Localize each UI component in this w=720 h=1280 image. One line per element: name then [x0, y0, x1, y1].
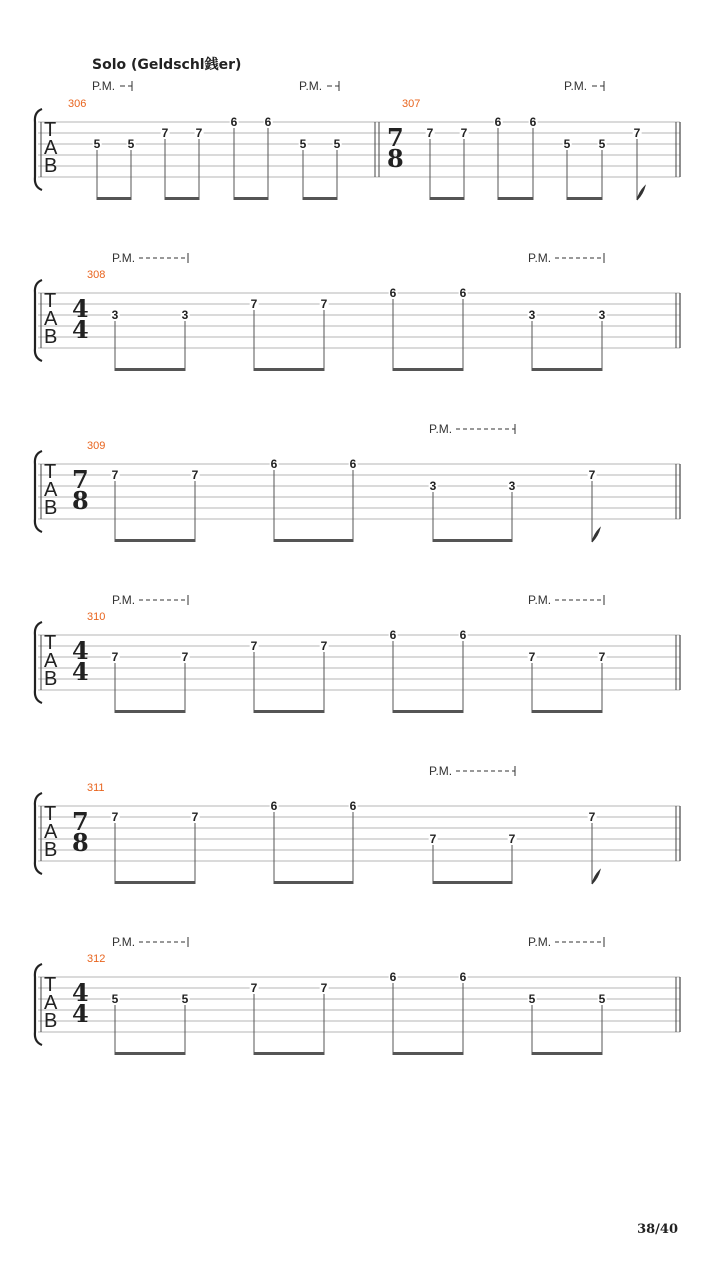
measure-number: 309	[87, 440, 106, 452]
fret-number: 7	[588, 810, 596, 824]
note-beam	[393, 1052, 463, 1055]
tab-system-310	[0, 583, 720, 713]
note-beam	[254, 710, 324, 713]
time-signature-top: 4	[72, 294, 89, 323]
tab-clef-letter: B	[44, 668, 58, 690]
time-signature-bottom: 8	[72, 486, 89, 515]
note-beam	[115, 1052, 185, 1055]
measure-number: 311	[87, 782, 105, 794]
fret-number: 5	[111, 992, 119, 1006]
fret-number: 6	[389, 628, 397, 642]
note-flag	[592, 870, 600, 884]
note-flag	[592, 528, 600, 542]
tab-clef-letter: T	[44, 119, 57, 141]
palm-mute-label: P.M.	[112, 251, 136, 265]
fret-number: 3	[111, 308, 119, 322]
palm-mute-label: P.M.	[528, 251, 552, 265]
fret-number: 7	[320, 981, 328, 995]
time-signature-top: 4	[72, 978, 89, 1007]
fret-number: 7	[320, 297, 328, 311]
fret-number: 7	[191, 468, 199, 482]
fret-number: 7	[111, 468, 119, 482]
fret-number: 7	[429, 832, 437, 846]
fret-number: 5	[598, 992, 606, 1006]
fret-number: 3	[508, 479, 516, 493]
tab-clef-letter: A	[44, 137, 58, 159]
note-flag	[637, 186, 645, 200]
fret-number: 7	[598, 650, 606, 664]
note-beam	[498, 197, 533, 200]
fret-number: 3	[429, 479, 437, 493]
note-beam	[254, 1052, 324, 1055]
tab-clef-letter: T	[44, 632, 57, 654]
tab-clef-letter: T	[44, 974, 57, 996]
tab-staff	[0, 583, 720, 723]
palm-mute-label: P.M.	[429, 764, 453, 778]
fret-number: 7	[250, 981, 258, 995]
fret-number: 7	[181, 650, 189, 664]
note-beam	[532, 1052, 602, 1055]
fret-number: 7	[195, 126, 203, 140]
note-beam	[393, 368, 463, 371]
palm-mute-label: P.M.	[112, 935, 136, 949]
fret-number: 5	[93, 137, 101, 151]
fret-number: 5	[528, 992, 536, 1006]
fret-number: 7	[633, 126, 641, 140]
fret-number: 7	[250, 639, 258, 653]
fret-number: 5	[598, 137, 606, 151]
note-beam	[433, 881, 512, 884]
note-beam	[115, 881, 195, 884]
fret-number: 5	[563, 137, 571, 151]
tab-clef-letter: T	[44, 461, 57, 483]
note-beam	[532, 368, 602, 371]
tab-clef-letter: A	[44, 479, 58, 501]
note-beam	[274, 539, 353, 542]
fret-number: 7	[460, 126, 468, 140]
fret-number: 6	[389, 286, 397, 300]
note-beam	[115, 368, 185, 371]
tab-clef-letter: A	[44, 821, 58, 843]
time-signature-bottom: 8	[72, 828, 89, 857]
fret-number: 6	[349, 799, 357, 813]
tab-system-312	[0, 925, 720, 1055]
tab-system-308	[0, 241, 720, 371]
tab-clef-letter: B	[44, 326, 58, 348]
note-beam	[393, 710, 463, 713]
page-number: 38/40	[637, 1222, 678, 1237]
note-beam	[430, 197, 464, 200]
time-signature-bottom: 4	[72, 657, 89, 686]
fret-number: 7	[250, 297, 258, 311]
tab-system-309	[0, 412, 720, 542]
tab-staff	[0, 412, 720, 552]
fret-number: 6	[494, 115, 502, 129]
fret-number: 6	[389, 970, 397, 984]
measure-number: 307	[402, 98, 421, 110]
tab-clef-letter: A	[44, 992, 58, 1014]
time-signature-bottom: 4	[72, 999, 89, 1028]
note-beam	[274, 881, 353, 884]
note-beam	[254, 368, 324, 371]
tab-clef-letter: A	[44, 308, 58, 330]
tab-clef-letter: B	[44, 155, 58, 177]
fret-number: 7	[191, 810, 199, 824]
tab-clef-letter: B	[44, 1010, 58, 1032]
palm-mute-label: P.M.	[429, 422, 453, 436]
fret-number: 3	[598, 308, 606, 322]
note-beam	[433, 539, 512, 542]
palm-mute-label: P.M.	[528, 593, 552, 607]
note-beam	[115, 539, 195, 542]
tab-clef-letter: T	[44, 803, 57, 825]
tab-clef-letter: B	[44, 839, 58, 861]
fret-number: 6	[529, 115, 537, 129]
fret-number: 7	[320, 639, 328, 653]
palm-mute-label: P.M.	[112, 593, 136, 607]
fret-number: 6	[349, 457, 357, 471]
palm-mute-label: P.M.	[564, 79, 588, 93]
note-beam	[97, 197, 131, 200]
fret-number: 5	[127, 137, 135, 151]
fret-number: 7	[426, 126, 434, 140]
tab-staff	[0, 754, 720, 894]
note-beam	[303, 197, 337, 200]
note-beam	[532, 710, 602, 713]
measure-number: 310	[87, 611, 106, 623]
fret-number: 6	[459, 628, 467, 642]
section-title: Solo (Geldschl銭er)	[92, 57, 242, 73]
note-beam	[165, 197, 199, 200]
note-beam	[567, 197, 602, 200]
time-signature-top: 4	[72, 636, 89, 665]
fret-number: 7	[508, 832, 516, 846]
measure-number: 306	[68, 98, 87, 110]
time-signature-top: 7	[72, 465, 89, 494]
tab-system-306	[0, 70, 720, 200]
palm-mute-label: P.M.	[92, 79, 116, 93]
measure-number: 308	[87, 269, 106, 281]
fret-number: 5	[181, 992, 189, 1006]
note-beam	[234, 197, 268, 200]
tab-clef-letter: B	[44, 497, 58, 519]
time-signature-top: 7	[72, 807, 89, 836]
note-beam	[115, 710, 185, 713]
fret-number: 7	[528, 650, 536, 664]
tab-system-311	[0, 754, 720, 884]
time-signature-top: 7	[387, 123, 404, 152]
fret-number: 6	[264, 115, 272, 129]
fret-number: 6	[230, 115, 238, 129]
time-signature-bottom: 8	[387, 144, 404, 173]
fret-number: 3	[528, 308, 536, 322]
fret-number: 6	[459, 286, 467, 300]
fret-number: 7	[588, 468, 596, 482]
time-signature-bottom: 4	[72, 315, 89, 344]
fret-number: 6	[270, 799, 278, 813]
fret-number: 6	[459, 970, 467, 984]
tab-staff	[0, 241, 720, 381]
palm-mute-label: P.M.	[528, 935, 552, 949]
tab-staff	[0, 925, 720, 1065]
fret-number: 3	[181, 308, 189, 322]
fret-number: 5	[299, 137, 307, 151]
fret-number: 6	[270, 457, 278, 471]
tab-clef-letter: A	[44, 650, 58, 672]
fret-number: 7	[111, 650, 119, 664]
tab-clef-letter: T	[44, 290, 57, 312]
palm-mute-label: P.M.	[299, 79, 323, 93]
fret-number: 7	[161, 126, 169, 140]
fret-number: 7	[111, 810, 119, 824]
fret-number: 5	[333, 137, 341, 151]
measure-number: 312	[87, 953, 106, 965]
